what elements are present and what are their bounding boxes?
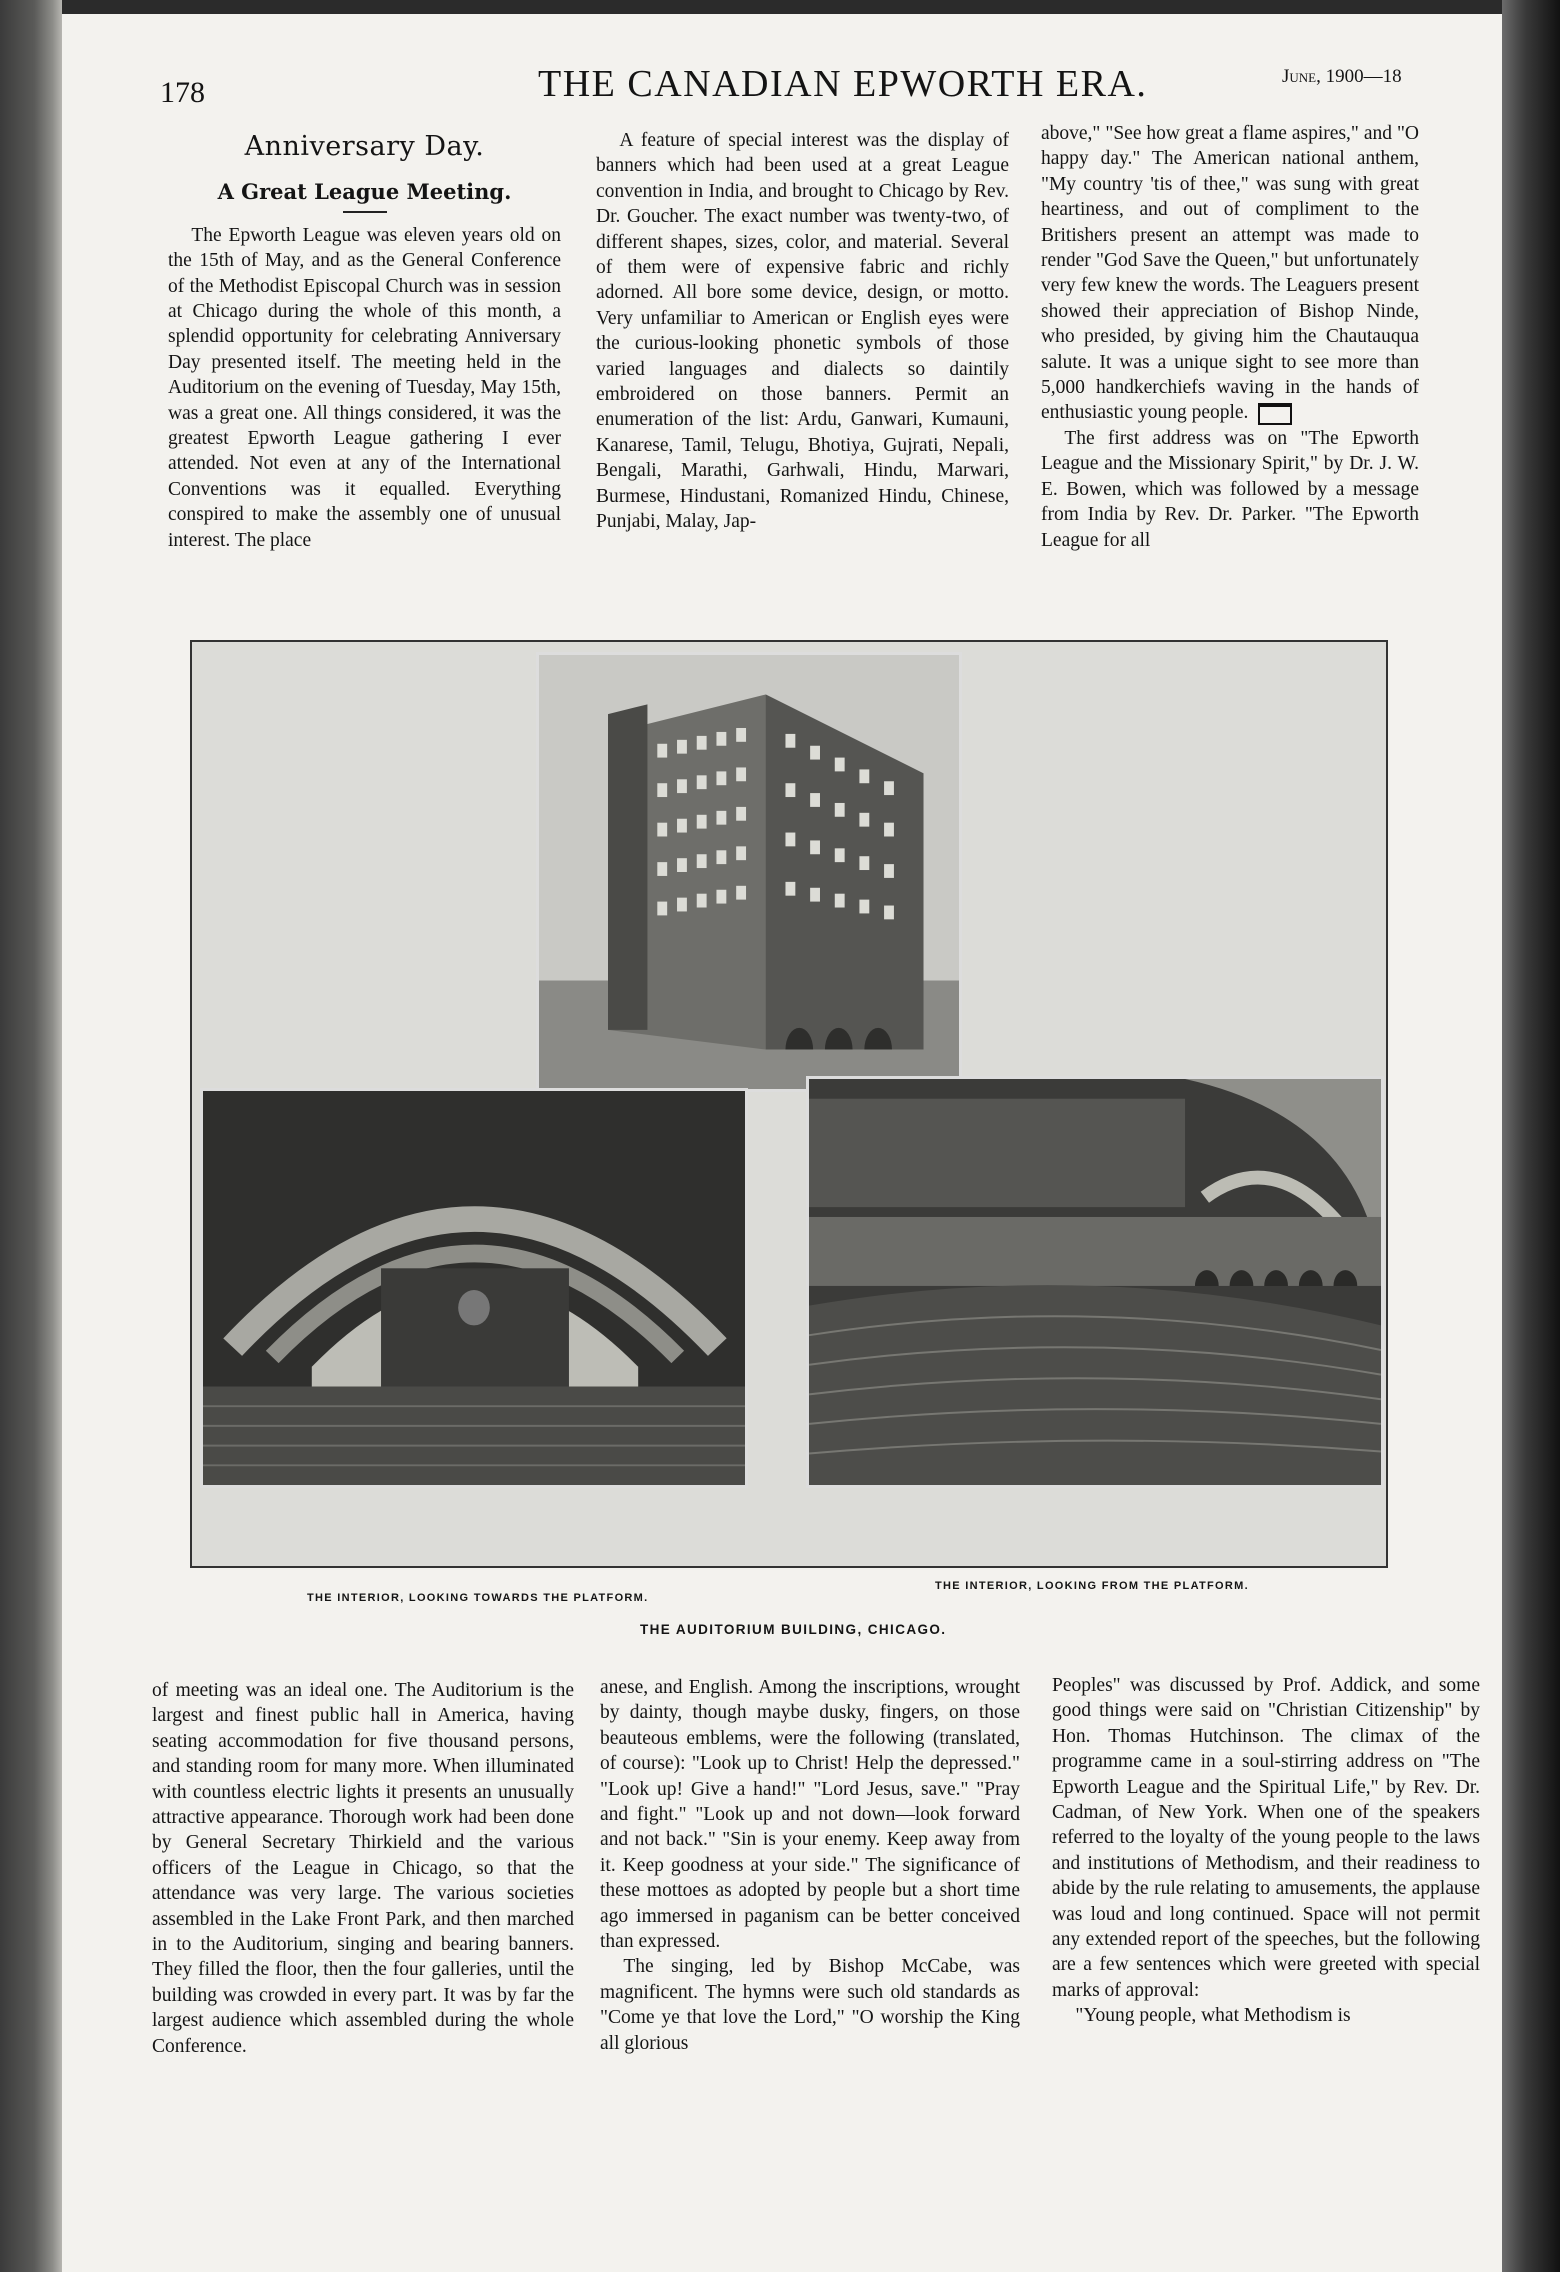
scan-top-edge <box>62 0 1502 14</box>
title-rule <box>343 211 387 213</box>
paragraph: The Epworth League was eleven years old on the 15th of May, and as the General Conference of the Methodist Episcopal Church was in session at Chicago during the whole of this month, a splendid opportunity for celebrating Anniversary Day presented itself. The meeting held in the Auditorium on the evening of Tuesday, May 15th, was a great one. All things considered, it was the greatest Epworth League gathering I ever attended. Not even at any of the International Conventions was it equalled. Everything conspired to make the assembly one of unusual interest. The place <box>168 224 561 551</box>
caption-interior-left: THE INTERIOR, LOOKING TOWARDS THE PLATFORM. <box>307 1592 649 1604</box>
paragraph: A feature of special interest was the display of banners which had been used at a great League convention in India, and brought to Chicago by Rev. Dr. Goucher. The exact number was twenty-two, of different shapes, sizes, color, and material. Several of them were of expensive fabric and richly adorned. All bore some device, design, or motto. Very unfamiliar to American or English eyes were the curious-looking phonetic symbols of those varied languages and dialects so daintily embroidered on those banners. Permit an enumeration of the list: Ardu, Ganwari, Kumauni, Kanarese, Tamil, Telugu, Bhotiya, Gujrati, Nepali, Bengali, Marathi, Garhwali, Hindu, Marwari, Burmese, Hindustani, Romanized Hindu, Chinese, Punjabi, Malay, Jap- <box>596 130 1009 533</box>
photo-interior-from-platform <box>806 1076 1384 1488</box>
column-top-left <box>168 131 561 553</box>
scan-right-edge <box>1502 0 1560 2272</box>
column-top-middle <box>596 128 1009 535</box>
column-bottom-middle <box>600 1675 1020 2056</box>
paragraph: anese, and English. Among the inscriptions, wrought by dainty, though maybe dusky, fingers, on those beauteous emblems, were the following (translated, of course): "Look up to Christ! Help the depressed." "Look up! Give a hand!" "Lord Jesus, save." "Pray and fight." "Look up and not down—look forward and not back." "Sin is your enemy. Keep away from it. Keep goodness at your side." The significance of these mottoes as adopted by people but a short time ago immersed in paganism can be better conceived than expressed. <box>600 1677 1020 1953</box>
article-title: Anniversary Day. <box>244 131 485 162</box>
column-top-right <box>1041 121 1419 553</box>
photo-auditorium-exterior <box>536 652 962 1092</box>
column-bottom-left <box>152 1678 574 2059</box>
photo-interior-towards-platform <box>200 1088 748 1488</box>
caption-interior-right: THE INTERIOR, LOOKING FROM THE PLATFORM. <box>935 1580 1249 1592</box>
paragraph <box>1041 121 1419 426</box>
publication-title: THE CANADIAN EPWORTH ERA. <box>538 63 1148 105</box>
figure-caption: THE AUDITORIUM BUILDING, CHICAGO. <box>640 1622 947 1637</box>
column-bottom-right <box>1052 1673 1480 2029</box>
paragraph: of meeting was an ideal one. The Auditorium is the largest and finest public hall in America, having seating accommodation for five thousand persons, and standing room for many more. When illuminated with countless electric lights it presents an unusually attractive appearance. Thorough work had been done by General Secretary Thirkield and the various officers of the League in Chicago, so that the attendance was very large. The various societies assembled in the Lake Front Park, and then marched in to the Auditorium, singing and bearing banners. They filled the floor, then the four galleries, until the building was crowded in every part. It was by far the largest audience which assembled during the whole Conference. <box>152 1680 574 2057</box>
paragraph-text: above," "See how great a flame aspires," and "O happy day." The American national anthem, "My country 'tis of thee," was sung with great heartiness, and out of compliment to the Britishers present an attempt was made to render "God Save the Queen," but unfortunately very few knew the words. The Leaguers present showed their appreciation of Bishop Ninde, who presided, by giving him the Chautauqua salute. It was a unique sight to see more than 5,000 handkerchiefs waving in the hands of enthusiastic young people. <box>1041 123 1419 424</box>
interior-illustration-right <box>809 1079 1381 1485</box>
paragraph: The first address was on "The Epworth League and the Missionary Spirit," by Dr. J. W. E. Bowen, which was followed by a message from India by Rev. Dr. Parker. "The Epworth League for all <box>1041 427 1419 551</box>
paragraph: "Young people, what Methodism is <box>1075 2005 1351 2027</box>
interior-illustration-left <box>203 1091 745 1485</box>
figure-auditorium <box>190 640 1388 1568</box>
paragraph: The singing, led by Bishop McCabe, was magnificent. The hymns were such old standards as "Come ye that love the Lord," "O worship the King all glorious <box>600 1956 1020 2054</box>
article-subtitle: A Great League Meeting. <box>217 179 512 205</box>
issue-date: June, 1900—18 <box>1282 66 1402 87</box>
paragraph: Peoples" was discussed by Prof. Addick, and some good things were said on "Christian Citizenship" by Hon. Thomas Hutchinson. The climax of the programme came in a soul-stirring address on "The Epworth League and the Spiritual Life," by Rev. Dr. Cadman, of New York. When one of the speakers referred to the loyalty of the young people to the laws and institutions of Methodism, and their readiness to abide by the rule relating to amusements, the applause was loud and long continued. Space will not permit any extended report of the speeches, but the following are a few sentences which were greeted with special marks of approval: <box>1052 1675 1480 2001</box>
section-end-mark <box>1258 403 1292 425</box>
page-number: 178 <box>160 76 205 109</box>
building-illustration <box>539 655 959 1089</box>
book-binding <box>0 0 62 2272</box>
